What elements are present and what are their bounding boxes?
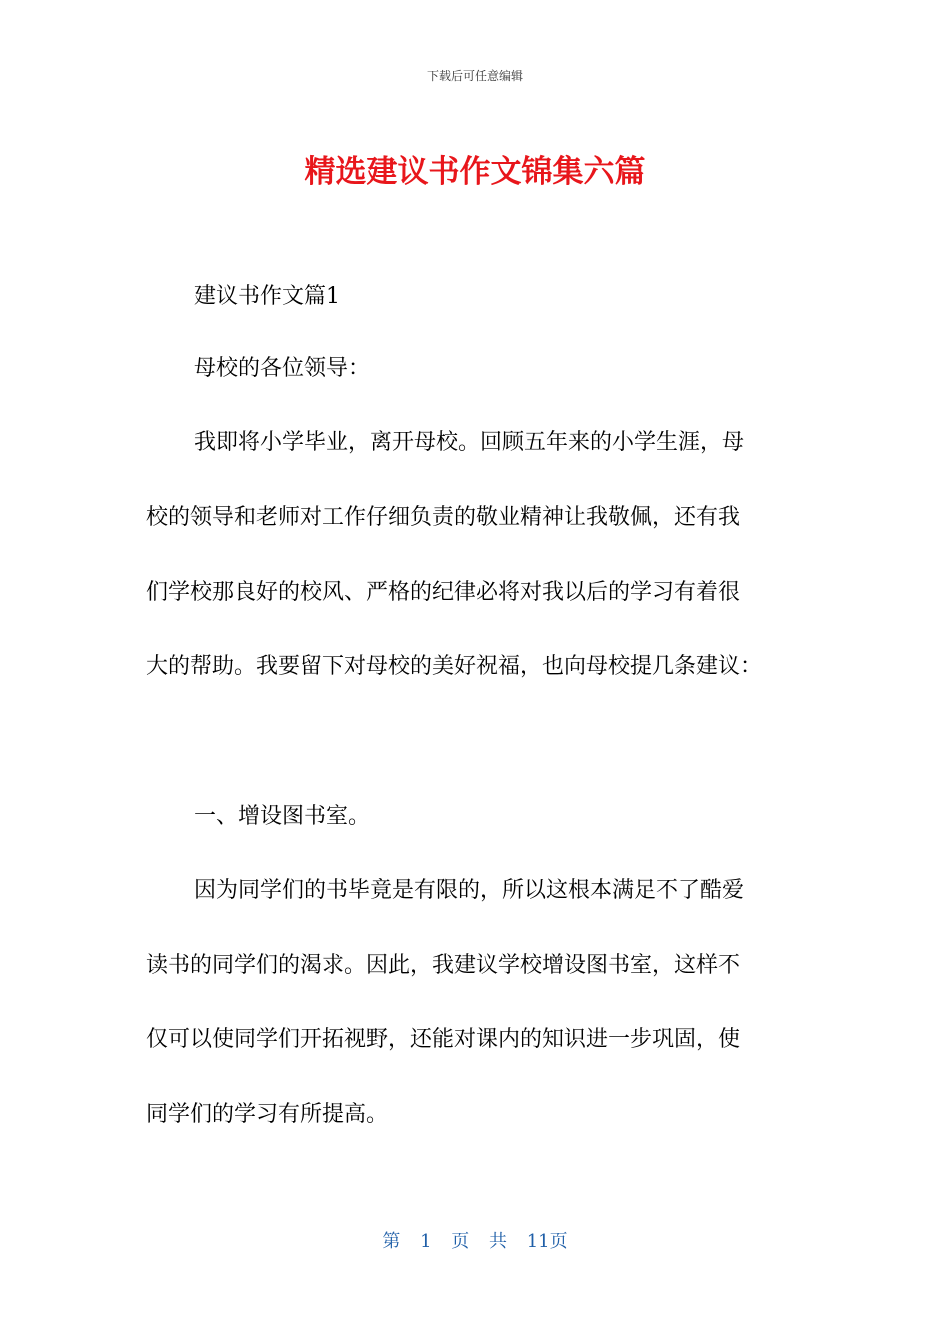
footer-current-page: 1 xyxy=(420,1231,432,1252)
suggestion-heading: 一、增设图书室。 xyxy=(194,804,371,829)
paragraph-line: 校的领导和老师对工作仔细负责的敬业精神让我敬佩，还有我 xyxy=(146,505,741,530)
footer-suffix: 页 xyxy=(549,1231,568,1252)
paragraph-line: 读书的同学们的渴求。因此，我建议学校增设图书室，这样不 xyxy=(146,953,741,978)
footer-prefix: 第 xyxy=(382,1231,401,1252)
paragraph-line: 仅可以使同学们开拓视野，还能对课内的知识进一步巩固，使 xyxy=(146,1027,741,1052)
paragraph-line: 大的帮助。我要留下对母校的美好祝福，也向母校提几条建议： xyxy=(146,654,763,679)
footer-total-word: 共 xyxy=(489,1231,507,1252)
paragraph-line: 因为同学们的书毕竟是有限的，所以这根本满足不了酷爱 xyxy=(194,878,745,903)
page-footer xyxy=(0,1227,950,1253)
document-title: 精选建议书作文锦集六篇 xyxy=(304,154,646,190)
paragraph-line: 我即将小学毕业，离开母校。回顾五年来的小学生涯，母 xyxy=(194,430,745,455)
section-heading: 建议书作文篇1 xyxy=(194,284,340,309)
paragraph-line: 们学校那良好的校风、严格的纪律必将对我以后的学习有着很 xyxy=(146,580,741,605)
footer-total-pages: 11 xyxy=(526,1231,550,1252)
paragraph-line: 同学们的学习有所提高。 xyxy=(146,1102,389,1127)
footer-page-word: 页 xyxy=(451,1231,470,1252)
salutation: 母校的各位领导： xyxy=(194,356,371,381)
header-note: 下载后可任意编辑 xyxy=(426,69,523,83)
